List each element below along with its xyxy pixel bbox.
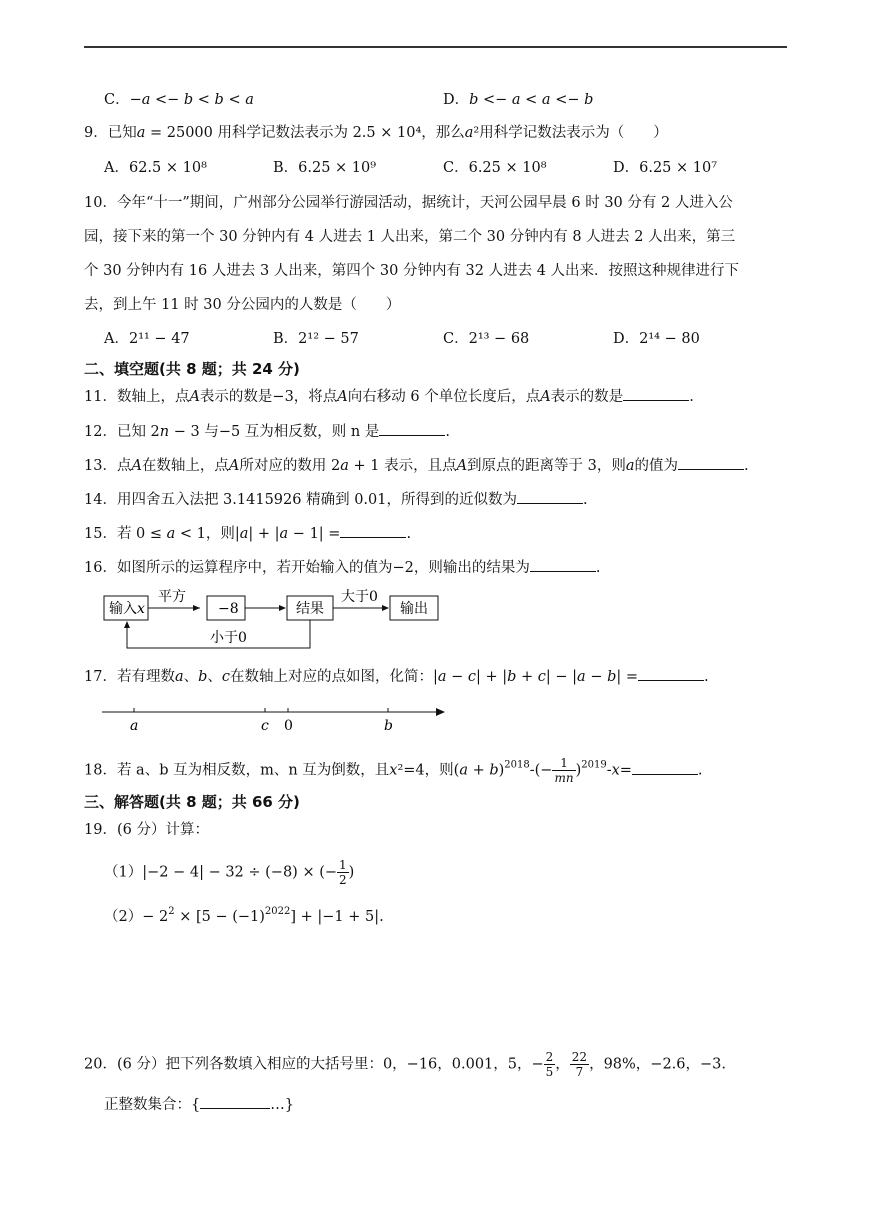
q20-set-blank[interactable] <box>200 1094 270 1109</box>
q18: 18．若 a、b 互为相反数，m、n 互为倒数，且𝑥²=4，则(𝑎 + 𝑏)$^{2018}$-(− $\frac{1}{\text{𝑚𝑛}}$ )$^{2019}$-𝑥= . <box>84 756 703 785</box>
q17-text: 17．若有理数𝑎、𝑏、𝑐在数轴上对应的点如图，化简：|𝑎 − 𝑐| + |𝑏 + 𝑐| − |𝑎 − 𝑏| = <box>84 669 638 685</box>
q10-option-b: B．2¹² − 57 <box>273 331 359 347</box>
q15-answer-blank[interactable] <box>340 523 406 538</box>
number-line <box>100 700 450 740</box>
q10-line-1: 10．今年“十一”期间，广州部分公园举行游园活动，据统计，天河公园早晨 6 时 30 分有 2 人进入公 <box>84 195 733 211</box>
q18-tail: -𝑥= <box>606 762 632 779</box>
q9-option-a: A．62.5 × 10⁸ <box>104 160 207 176</box>
q20-stem <box>84 1050 726 1079</box>
q18-fraction <box>552 756 575 785</box>
q18-exp2: 2019 <box>581 759 607 771</box>
q11: 11．数轴上，点𝐴表示的数是−3，将点𝐴向右移动 6 个单位长度后，点𝐴表示的数是 . <box>84 386 694 408</box>
q19-p1-pre: （1）|−2 − 4| − 32 ÷ (−8) × (− <box>104 864 338 881</box>
header-rule <box>84 46 787 48</box>
section-2-title: 二、填空题(共 8 题；共 24 分) <box>84 360 300 378</box>
q14-answer-blank[interactable] <box>517 489 583 504</box>
q13-answer-blank[interactable] <box>678 455 744 470</box>
q20-post: ，98%，−2.6，−3. <box>589 1056 726 1073</box>
label-c: 𝑐 <box>261 718 269 734</box>
flow-result-label: 结果 <box>296 601 324 617</box>
section-3-title: 三、解答题(共 8 题；共 66 分) <box>84 793 300 811</box>
q20-pre: 20．(6 分）把下列各数填入相应的大括号里：0，−16，0.001，5，− <box>84 1056 544 1073</box>
q10-line-2: 园，接下来的第一个 30 分钟内有 4 人进去 1 人出来，第二个 30 分钟内有 8 人进去 2 人出来，第三 <box>84 229 736 245</box>
q16: 16．如图所示的运算程序中，若开始输入的值为−2，则输出的结果为 . <box>84 557 600 579</box>
q20-set-positive-integers <box>104 1094 294 1116</box>
flow-arrowhead-3 <box>382 605 389 611</box>
q17: 17．若有理数𝑎、𝑏、𝑐在数轴上对应的点如图，化简：|𝑎 − 𝑐| + |𝑏 + 𝑐| − |𝑎 − 𝑏| = . <box>84 666 709 688</box>
q15: 15．若 0 ≤ 𝑎 < 1，则|𝑎| + |𝑎 − 1| = . <box>84 523 411 545</box>
q18-answer-blank[interactable] <box>632 760 698 775</box>
q12-text: 12．已知 2𝑛 − 3 与−5 互为相反数，则 n 是 <box>84 424 380 440</box>
q14: 14．用四舍五入法把 3.1415926 精确到 0.01，所得到的近似数为 . <box>84 489 588 511</box>
q19-p2-sup2: 2022 <box>264 906 291 917</box>
q19-p2-pre: （2）− 2 <box>104 909 169 925</box>
q12: 12．已知 2𝑛 − 3 与−5 互为相反数，则 n 是 . <box>84 421 450 443</box>
q19-part-1 <box>104 858 354 887</box>
q10-line-3: 个 30 分钟内有 16 人进去 3 人出来，第四个 30 分钟内有 32 人进去 4 人出来．按照这种规律进行下 <box>84 263 740 279</box>
q20-fraction-1 <box>544 1050 556 1079</box>
q20-f1-den: 5 <box>545 1065 554 1079</box>
q9-stem: 9．已知𝑎 = 25000 用科学记数法表示为 2.5 × 10⁴，那么𝑎²用科学记数法表示为（ ） <box>84 125 668 141</box>
flow-loop-arrowhead <box>124 621 130 628</box>
flow-gt-label: 大于0 <box>341 589 378 605</box>
q19-p2-mid: × [5 − (−1) <box>174 909 265 925</box>
q19-p1-fraction <box>337 858 349 887</box>
q10-line-4: 去，到上午 11 时 30 分公园内的人数是（ ） <box>84 297 401 313</box>
q15-text: 15．若 0 ≤ 𝑎 < 1，则|𝑎| + |𝑎 − 1| = <box>84 526 341 542</box>
q18-expr1: (𝑎 + 𝑏) <box>453 762 505 779</box>
q19-p1-post: ) <box>348 864 355 881</box>
q11-answer-blank[interactable] <box>623 386 689 401</box>
q14-text: 14．用四舍五入法把 3.1415926 精确到 0.01，所得到的近似数为 <box>84 492 517 508</box>
q19-p2-sup: 2 <box>168 906 175 917</box>
q19-p1-den: 2 <box>339 873 347 887</box>
q20-sep: ， <box>555 1056 570 1073</box>
q9-option-c: C．6.25 × 10⁸ <box>443 160 547 176</box>
q10-option-d: D．2¹⁴ − 80 <box>613 331 700 347</box>
q9-option-d: D．6.25 × 10⁷ <box>613 160 718 176</box>
flow-arrowhead-1 <box>193 605 200 611</box>
q18-prefix: 18．若 a、b 互为相反数，m、n 互为倒数，且𝑥²=4，则 <box>84 762 454 779</box>
q13-text: 13．点𝐴在数轴上，点𝐴所对应的数用 2𝑎 + 1 表示，且点𝐴到原点的距离等于 3，则𝑎的值为 <box>84 458 679 474</box>
q20-fraction-2 <box>570 1050 589 1079</box>
q18-close: ) <box>575 762 582 779</box>
q8-option-d: D．𝑏 <− 𝑎 < 𝑎 <− 𝑏 <box>443 92 594 108</box>
flow-lt-label: 小于0 <box>210 630 247 646</box>
q20-set-end: …} <box>270 1097 294 1113</box>
q11-text: 11．数轴上，点𝐴表示的数是−3，将点𝐴向右移动 6 个单位长度后，点𝐴表示的数是 <box>84 389 624 405</box>
label-a: 𝑎 <box>130 718 139 734</box>
q20-set-label: 正整数集合：{ <box>104 1097 201 1113</box>
label-zero: 0 <box>284 718 293 734</box>
q9-option-b: B．6.25 × 10⁹ <box>273 160 377 176</box>
q8-option-c: C．−𝑎 <− 𝑏 < 𝑏 < 𝑎 <box>104 92 254 108</box>
q20-f2-den: 7 <box>575 1065 584 1079</box>
q19-stem: 19．(6 分）计算： <box>84 822 209 838</box>
q18-frac-num: 1 <box>552 756 575 771</box>
q19-p1-num: 1 <box>339 858 347 872</box>
label-b: 𝑏 <box>384 718 393 734</box>
q12-answer-blank[interactable] <box>379 421 445 436</box>
q10-option-a: A．2¹¹ − 47 <box>104 331 190 347</box>
flow-op-label: 平方 <box>158 589 186 605</box>
q13: 13．点𝐴在数轴上，点𝐴所对应的数用 2𝑎 + 1 表示，且点𝐴到原点的距离等于 3，则𝑎的值为 . <box>84 455 749 477</box>
q16-text: 16．如图所示的运算程序中，若开始输入的值为−2，则输出的结果为 <box>84 560 530 576</box>
number-line-arrowhead <box>436 708 445 716</box>
flow-minus-label: −8 <box>218 601 239 617</box>
q19-p2-post: ] + |−1 + 5|. <box>290 909 384 925</box>
q19-part-2 <box>104 904 384 930</box>
q10-option-c: C．2¹³ − 68 <box>443 331 530 347</box>
q18-minus: -(− <box>529 762 553 779</box>
flowchart <box>100 586 450 654</box>
q18-frac-den: 𝑚𝑛 <box>554 771 574 785</box>
flow-input-label: 输入𝑥 <box>109 601 145 617</box>
flow-output-label: 输出 <box>400 601 428 617</box>
q17-answer-blank[interactable] <box>638 666 704 681</box>
q20-f2-num: 22 <box>571 1050 588 1064</box>
q20-f1-num: 2 <box>545 1050 554 1064</box>
q18-exp1: 2018 <box>504 759 530 771</box>
q16-answer-blank[interactable] <box>530 557 596 572</box>
flow-arrowhead-2 <box>279 605 286 611</box>
